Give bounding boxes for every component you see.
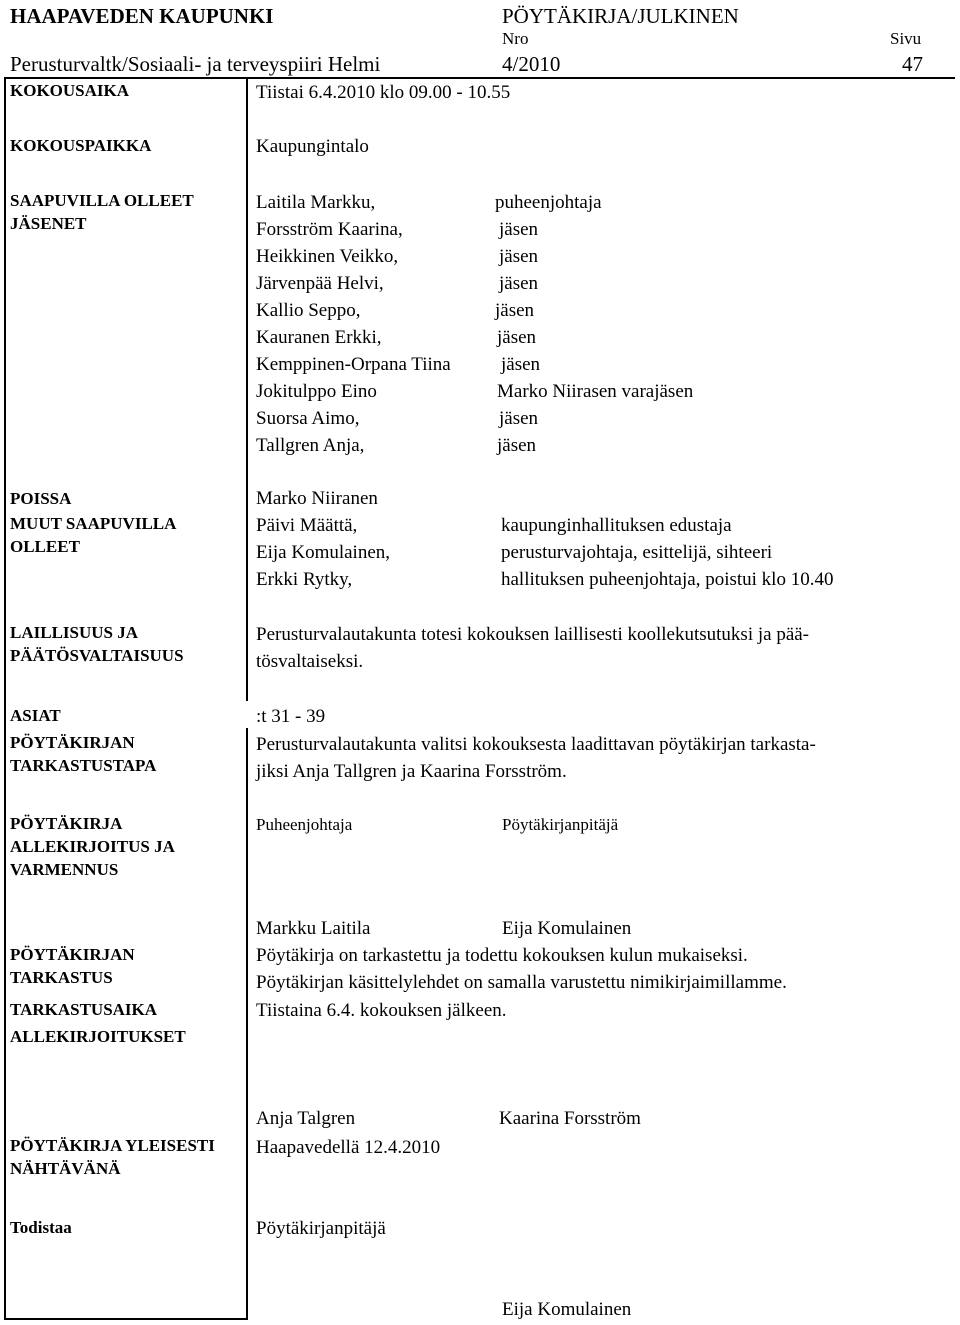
member-roles <box>495 189 693 459</box>
label-line: OLLEET <box>10 537 80 556</box>
label-asiat: ASIAT <box>10 706 61 725</box>
text-line: Perusturvalautakunta valitsi kokouksesta laadittavan pöytäkirjan tarkasta- <box>256 734 816 755</box>
attendee-role: kaupunginhallituksen edustaja <box>501 515 732 536</box>
absent-member: Marko Niiranen <box>256 488 378 509</box>
meeting-time: Tiistai 6.4.2010 klo 09.00 - 10.55 <box>256 82 511 103</box>
member-names <box>256 189 451 459</box>
committee-name: Perusturvaltk/Sosiaali- ja terveyspiiri Helmi <box>10 52 381 76</box>
label-line: SAAPUVILLA OLLEET <box>10 191 194 210</box>
member-name: Kauranen Erkki, <box>256 327 382 348</box>
secretary-title: Pöytäkirjanpitäjä <box>502 815 619 834</box>
bottom-rule <box>4 1318 248 1320</box>
member-name: Kemppinen-Orpana Tiina <box>256 354 451 375</box>
member-name: Jokitulppo Eino <box>256 381 377 402</box>
member-role: jäsen <box>499 273 539 294</box>
member-role: jäsen <box>499 246 539 267</box>
label-line: PÖYTÄKIRJAN <box>10 945 135 964</box>
attendee-role: hallituksen puheenjohtaja, poistui klo 10.40 <box>501 569 834 590</box>
label-nahtavana <box>10 1134 215 1180</box>
label-tarkastus <box>10 943 135 989</box>
chair-name: Markku Laitila <box>256 918 371 939</box>
label-line: PÖYTÄKIRJAN <box>10 733 135 752</box>
certify-name: Eija Komulainen <box>502 1299 632 1320</box>
member-role: jäsen <box>497 435 537 456</box>
label-line: NÄHTÄVÄNÄ <box>10 1159 121 1178</box>
text-line: Pöytäkirjan käsittelylehdet on samalla varustettu nimikirjaimillamme. <box>256 972 787 993</box>
member-name: Tallgren Anja, <box>256 435 365 456</box>
member-role: jäsen <box>495 300 535 321</box>
inspection-method-text <box>256 731 816 785</box>
label-line: TARKASTUS <box>10 968 113 987</box>
label-kokouspaikka: KOKOUSPAIKKA <box>10 136 152 155</box>
chair-title: Puheenjohtaja <box>256 815 353 834</box>
label-tarkastustapa <box>10 731 156 777</box>
label-allekirjoitus <box>10 812 175 881</box>
document-type: PÖYTÄKIRJA/JULKINEN <box>502 4 739 28</box>
meeting-place: Kaupungintalo <box>256 136 369 157</box>
text-line: Pöytäkirja on tarkastettu ja todettu kokouksen kulun mukaiseksi. <box>256 945 748 966</box>
inspection-time: Tiistaina 6.4. kokouksen jälkeen. <box>256 1000 507 1021</box>
label-line: PÖYTÄKIRJA YLEISESTI <box>10 1136 215 1155</box>
label-line: JÄSENET <box>10 214 87 233</box>
member-role: jäsen <box>499 408 539 429</box>
certify-title: Pöytäkirjanpitäjä <box>256 1218 386 1239</box>
left-border <box>4 77 6 1320</box>
public-place-date: Haapavedellä 12.4.2010 <box>256 1137 441 1158</box>
other-roles <box>501 512 833 593</box>
text-line: Perusturvalautakunta totesi kokouksen laillisesti koollekutsutuksi ja pää- <box>256 624 810 645</box>
label-line: PÄÄTÖSVALTAISUUS <box>10 646 184 665</box>
member-name: Järvenpää Helvi, <box>256 273 384 294</box>
label-tarkastusaika: TARKASTUSAIKA <box>10 1000 158 1019</box>
attendee-name: Erkki Rytky, <box>256 569 353 590</box>
label-line: ALLEKIRJOITUS JA <box>10 837 175 856</box>
secretary-name: Eija Komulainen <box>502 918 632 939</box>
label-line: TARKASTUSTAPA <box>10 756 157 775</box>
column-divider-lower <box>246 728 248 1320</box>
text-line: jiksi Anja Tallgren ja Kaarina Forsström. <box>256 761 567 782</box>
member-role: puheenjohtaja <box>495 192 602 213</box>
attendee-name: Eija Komulainen, <box>256 542 391 563</box>
label-saapuvilla <box>10 189 194 235</box>
org-name: HAAPAVEDEN KAUPUNKI <box>10 4 274 28</box>
member-name: Kallio Seppo, <box>256 300 361 321</box>
attendee-name: Päivi Määttä, <box>256 515 358 536</box>
sivu-label: Sivu <box>890 29 922 48</box>
member-role: jäsen <box>501 354 541 375</box>
label-todistaa: Todistaa <box>10 1218 72 1237</box>
page-number: 47 <box>902 52 923 76</box>
member-name: Laitila Markku, <box>256 192 376 213</box>
label-muut <box>10 512 176 558</box>
member-name: Forsström Kaarina, <box>256 219 403 240</box>
legality-text <box>256 621 809 675</box>
member-role: Marko Niirasen varajäsen <box>497 381 694 402</box>
label-poissa: POISSA <box>10 489 72 508</box>
inspection-statement <box>256 942 787 996</box>
nro-value: 4/2010 <box>502 52 561 76</box>
label-kokousaika: KOKOUSAIKA <box>10 81 130 100</box>
attendee-role: perusturvajohtaja, esittelijä, sihteeri <box>501 542 773 563</box>
member-name: Heikkinen Veikko, <box>256 246 399 267</box>
label-line: MUUT SAAPUVILLA <box>10 514 177 533</box>
label-line: VARMENNUS <box>10 860 119 879</box>
column-divider-upper <box>246 77 248 701</box>
nro-label: Nro <box>502 29 529 48</box>
member-name: Suorsa Aimo, <box>256 408 360 429</box>
label-line: LAILLISUUS JA <box>10 623 139 642</box>
member-role: jäsen <box>499 219 539 240</box>
inspector-1-name: Anja Talgren <box>256 1108 356 1129</box>
inspector-2-name: Kaarina Forsström <box>499 1108 641 1129</box>
label-line: PÖYTÄKIRJA <box>10 814 123 833</box>
other-names <box>256 512 390 593</box>
member-role: jäsen <box>497 327 537 348</box>
label-allekirjoitukset: ALLEKIRJOITUKSET <box>10 1027 186 1046</box>
label-laillisuus <box>10 621 184 667</box>
text-line: tösvaltaiseksi. <box>256 651 364 672</box>
items-range: :t 31 - 39 <box>256 706 326 727</box>
